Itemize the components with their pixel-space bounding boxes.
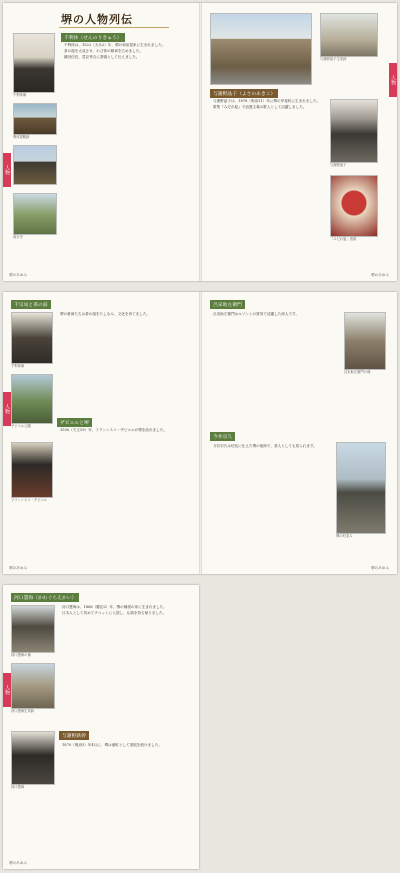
left-page <box>3 292 199 574</box>
photo-caption: 呂宋助左衛門の像 <box>344 370 371 374</box>
photo-caption: ザビエル公園 <box>11 424 31 428</box>
statue-photo <box>11 605 55 653</box>
body-text <box>59 605 191 725</box>
paragraph: 織田信長、豊臣秀吉に茶頭として仕えました。 <box>64 55 140 59</box>
title-rule <box>59 27 169 28</box>
page-folio: 堺のあゆみ <box>9 273 27 277</box>
building-photo <box>13 103 57 135</box>
paragraph: 日本人として初めてチベットに入国し、仏典を持ち帰りました。 <box>62 611 167 615</box>
page-folio: 堺のあゆみ <box>9 566 27 570</box>
left-page <box>3 3 199 281</box>
section-heading: 今井宗久 <box>210 432 235 441</box>
page-folio: 堺のあゆみ <box>9 861 27 865</box>
section-heading: 与謝野晶子（よさのあきこ） <box>210 89 278 98</box>
section-heading: ザビエルと堺 <box>57 418 92 427</box>
paragraph: 与謝野晶子は、1878（明治11）年に堺の甲斐町に生まれました。 <box>213 99 321 103</box>
body-text <box>59 743 191 851</box>
body-text <box>210 99 322 265</box>
photo-caption: フランシスコ・ザビエル <box>11 498 48 502</box>
photo-caption: 千利休像 <box>13 93 27 97</box>
page-folio: 堺のあゆみ <box>371 566 389 570</box>
side-tab: 人物 <box>3 392 11 426</box>
park-photo <box>11 374 53 424</box>
section-heading: 与謝野鉄幹 <box>59 731 89 740</box>
page-spread <box>3 3 397 281</box>
photo-caption: 「みだれ髪」表紙 <box>330 237 357 241</box>
right-page <box>202 292 397 574</box>
portrait-photo <box>330 99 378 163</box>
chapter-title: 堺の人物列伝 <box>61 13 133 26</box>
section-heading: 河口慧海（かわぐちえかい） <box>11 593 79 602</box>
portrait-photo <box>13 33 55 93</box>
paragraph: 呂宋助左衛門はルソンとの貿易で活躍した商人です。 <box>213 312 299 316</box>
photo-caption: 河口慧海の像 <box>11 653 31 657</box>
right-page <box>202 3 397 281</box>
statue-photo <box>336 442 386 534</box>
photo-caption: 河口慧海生家跡 <box>11 709 35 713</box>
paragraph: 河口慧海は、1866（慶応2）年、堺の桶屋の家に生まれました。 <box>62 605 167 609</box>
street-photo <box>210 13 312 85</box>
section-heading: 千宗易と茶の湯 <box>11 300 51 309</box>
page-spread <box>3 585 199 869</box>
body-text <box>61 43 191 265</box>
photo-caption: 河口慧海 <box>11 785 25 789</box>
photo-caption: 堺の町並み <box>336 534 353 538</box>
paragraph: 歌集『みだれ髪』で浪漫主義の歌人として活躍しました。 <box>213 105 307 109</box>
body-text <box>57 428 191 558</box>
portrait-photo <box>11 312 53 364</box>
photo-caption: 利休屋敷跡 <box>13 135 30 139</box>
left-page <box>3 585 199 869</box>
page-spread <box>3 292 397 574</box>
paragraph: 1870（明治3）年4月に、堺は港町として発展を続けました。 <box>62 743 162 747</box>
temple-photo <box>13 145 57 185</box>
book-cover-photo <box>330 175 378 237</box>
side-tab: 人物 <box>389 63 397 97</box>
side-tab: 人物 <box>3 673 11 707</box>
portrait-photo <box>11 442 53 498</box>
side-tab: 人物 <box>3 153 11 187</box>
photo-caption: 千利休像 <box>11 364 25 368</box>
paragraph: 茶の湯を大成させ、わび茶の精神を広めました。 <box>64 49 143 53</box>
body-text <box>210 444 330 556</box>
statue-photo <box>344 312 386 370</box>
page-folio: 堺のあゆみ <box>371 273 389 277</box>
photo-caption: 南宗寺 <box>13 235 23 239</box>
body-text <box>57 312 191 412</box>
section-heading: 呂宋助左衛門 <box>210 300 245 309</box>
body-text <box>210 312 340 422</box>
photo-caption: 与謝野晶子生家跡 <box>320 57 347 61</box>
photo-caption: 与謝野晶子 <box>330 163 347 167</box>
paragraph: 今井宗久は信長に仕えた堺の豪商で、茶人としても知られます。 <box>213 444 317 448</box>
paragraph: 1550（天文19）年、フランシスコ・ザビエルが堺を訪れました。 <box>60 428 167 432</box>
paragraph: 千利休は、1522（大永2）年、堺の和泉屋家に生まれました。 <box>64 43 166 47</box>
section-heading: 千利休（せんのりきゅう） <box>61 33 125 42</box>
garden-photo <box>13 193 57 235</box>
site-photo <box>11 663 55 709</box>
monument-photo <box>320 13 378 57</box>
paragraph: 堺の豪商たちは茶の湯をたしなみ、文化を育てました。 <box>60 312 151 316</box>
portrait-photo <box>11 731 55 785</box>
